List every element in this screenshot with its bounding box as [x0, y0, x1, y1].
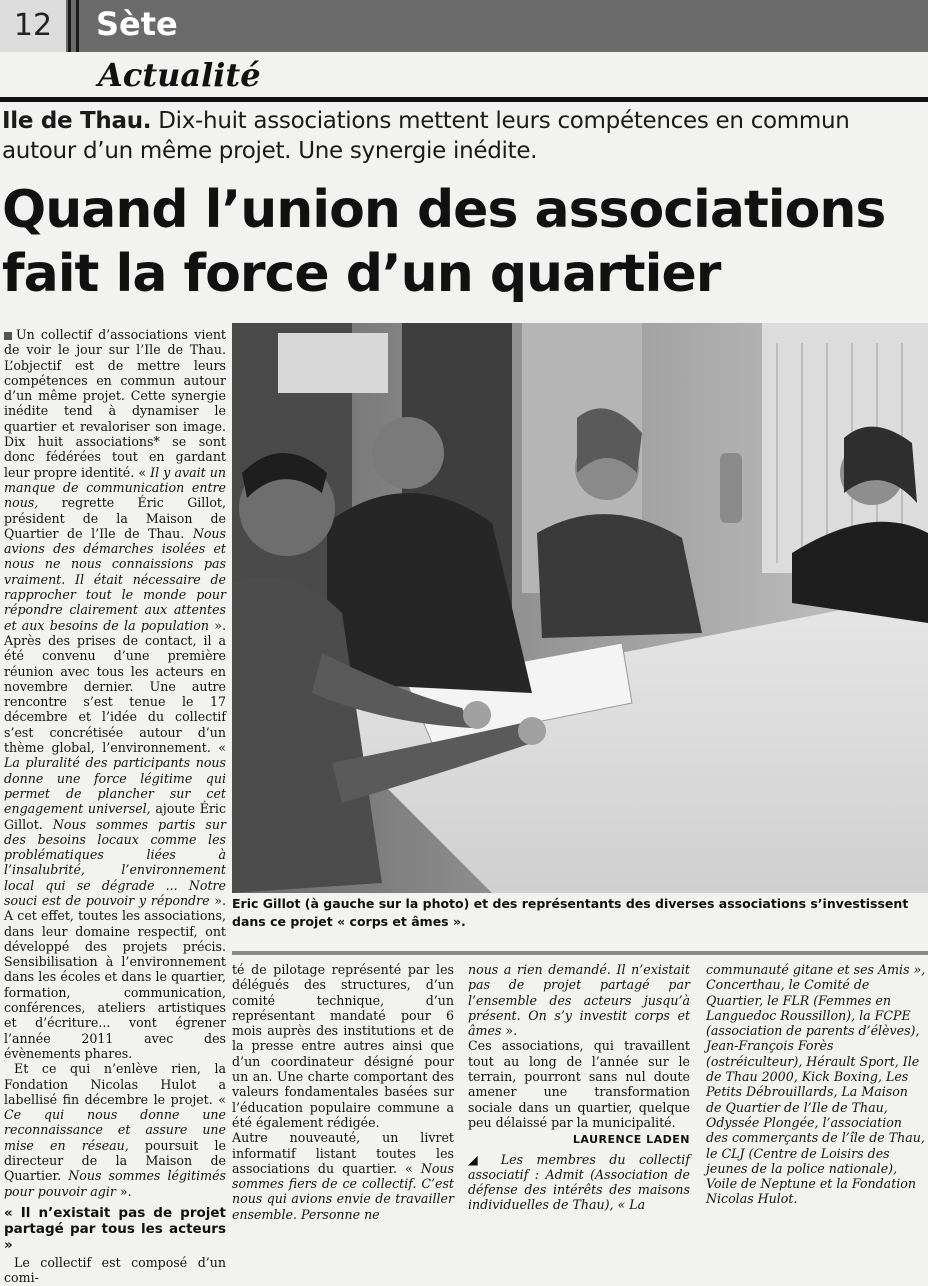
section-title: Sète: [96, 5, 178, 43]
headline-line-2: fait la force d’un quartier: [2, 244, 721, 304]
page-number: 12: [0, 0, 66, 52]
caption-rule: [232, 951, 928, 955]
header-divider: [68, 0, 71, 52]
paragraph: nous a rien demandé. Il n’existait pas de projet partagé par l’ensemble des acteurs jusqu’à présent. On s’y investit corps et âmes ».: [468, 962, 690, 1039]
paragraph: Et ce qui n’enlève rien, la Fondation Nicolas Hulot a labellisé fin décembre le projet. « Ce qui nous donne une reconnaissance et assure une mise en réseau, poursuit le directeur de la Maison de Quartier. Nous sommes légitimés pour pouvoir agir ».: [4, 1061, 226, 1199]
kicker-lead: Ile de Thau.: [2, 108, 152, 134]
footnote-continued: communauté gitane et ses Amis », Concerthau, le Comité de Quartier, le FLR (Femmes en Languedoc Roussillon), la FCPE (association de parents d’élèves), Jean-François Forès (ostréiculteur), Hérault Sport, Ile de Thau 2000, Kick Boxing, Les Petits Débrouillards, La Maison de Quartier de l’Ile de Thau, Odyssée Plongée, l’association des commerçants de l’île de Thau, le CLJ (Centre de Loisirs des jeunes de la police nationale), Voile de Neptune et la Fondation Nicolas Hulot.: [706, 962, 926, 1207]
header-rule: [0, 97, 928, 102]
footnote-marker-icon: ◢: [468, 1151, 488, 1167]
article-column-1: [4, 327, 226, 1286]
headline-line-1: Quand l’union des associations: [2, 180, 886, 240]
headline: [2, 178, 926, 306]
header-divider: [76, 0, 79, 52]
article-column-2: [232, 962, 454, 1222]
paragraph: té de pilotage représenté par les délégués des structures, d’un comité technique, d’un représentant mandaté pour 6 mois auprès des institutions et de la presse entre autres ainsi que d’un coordinateur désigné pour un an. Une charte comportant des valeurs fondamentales basées sur l’éducation populaire commune a été également rédigée.: [232, 962, 454, 1130]
photo-illustration: [232, 323, 928, 893]
article-column-3: [468, 962, 690, 1213]
paragraph: Autre nouveauté, un livret informatif listant toutes les associations du quartier. « Nous sommes fiers de ce collectif. C’est nous qui avions envie de travailler ensemble. Personne ne: [232, 1130, 454, 1222]
paragraph: Un collectif d’associations vient de voir le jour sur l’Ile de Thau. L’objectif est de mettre leurs compétences en commun autour d’un même projet. Cette synergie inédite tend à dynamiser le quartier et revaloriser son image. Dix huit associations* se sont donc fédérées tout en gardant leur propre identité. « Il y avait un manque de communication entre nous, regrette Éric Gillot, président de la Maison de Quartier de l’Ile de Thau. Nous avions des démarches isolées et nous ne nous connaissions pas vraiment. Il était nécessaire de rapprocher tout le monde pour répondre clairement aux attentes et aux besoins de la population ». Après des prises de contact, il a été convenu d’une première réunion avec tous les acteurs en novembre dernier. Une autre rencontre s’est tenue le 17 décembre et l’idée du collectif s’est concrétisée autour d’un thème global, l’environnement. « La pluralité des participants nous donne une force légitime qui permet de plancher sur cet engagement universel, ajoute Éric Gillot. Nous sommes partis sur des besoins locaux comme les problématiques liées à l’insalubrité, l’environnement local qui se dégrade ... Notre souci est de pouvoir y répondre ». A cet effet, toutes les associations, dans leur domaine respectif, ont développé des projets précis. Sensibilisation à l’environnement dans les écoles et dans le quartier, formation, communication, conférences, ateliers artistiques et d’écriture... vont égrener l’année 2011 avec des évènements phares.: [4, 327, 226, 1061]
article-column-4: [706, 962, 926, 1207]
paragraph: Ces associations, qui travaillent tout au long de l’année sur le terrain, pourront sans nul doute amener une transformation sociale dans un quartier, quelque peu délaissé par la municipalité.: [468, 1038, 690, 1130]
article-photo: [232, 323, 928, 893]
kicker-text: Dix-huit associations mettent leurs compétences en commun autour d’un même projet. Une synergie inédite.: [2, 108, 850, 164]
footnote: ◢ Les membres du collectif associatif : Admit (Association de défense des intérêts des maisons individuelles de Thau), « La: [468, 1151, 690, 1213]
author-signature: LAURENCE LADEN: [572, 1133, 690, 1147]
kicker: [2, 106, 926, 166]
photo-caption: Eric Gillot (à gauche sur la photo) et des représentants des diverses associations s’investissent dans ce projet « corps et âmes ».: [232, 896, 909, 929]
subheading: « Il n’existait pas de projet partagé par tous les acteurs »: [4, 1204, 226, 1253]
paragraph: Le collectif est composé d’un comi-: [4, 1254, 226, 1286]
rubric-title: Actualité: [98, 56, 261, 94]
bullet-icon: [4, 332, 12, 340]
